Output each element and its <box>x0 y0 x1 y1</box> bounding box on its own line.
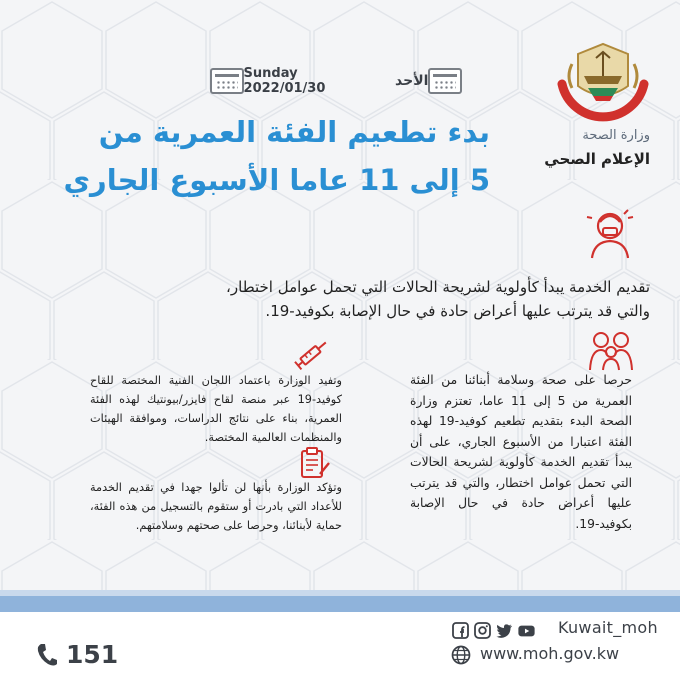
family-icon <box>588 330 634 372</box>
hotline-number[interactable]: 151 <box>66 640 119 669</box>
intro-line-1: تقديم الخدمة يبدأ كأولوية لشريحة الحالات التي تحمل عوامل اختطار، <box>226 278 650 296</box>
intro-line-2: والتي قد يترتب عليها أعراض حادة في حال الإصابة بكوفيد-19. <box>265 302 650 320</box>
ministry-logo-icon <box>548 24 658 134</box>
phone-icon <box>36 643 58 667</box>
sick-person-icon <box>586 208 634 260</box>
ministry-name: وزارة الصحة <box>582 128 650 143</box>
footer-stripe <box>0 596 680 612</box>
calendar-icon <box>428 68 462 94</box>
date-text <box>244 66 429 96</box>
title-line-2: 5 إلى 11 عاما الأسبوع الجاري <box>63 163 490 197</box>
department-name: الإعلام الصحي <box>544 150 650 168</box>
paragraph-commitment: وتؤكد الوزارة بأنها لن تألوا جهدا في تقديم الخدمة للأعداد التي بادرت أو ستقوم بالتسجيل من هذه الفئة، حماية لأبنائنا، وحرصا على صحتهم وسلامتهم. <box>90 481 342 532</box>
hotline <box>36 640 118 669</box>
youtube-icon[interactable] <box>518 622 535 639</box>
intro-text <box>60 275 650 323</box>
paragraph-main: حرصا على صحة وسلامة أبنائنا من الفئة العمرية من 5 إلى 11 عاما، تعتزم وزارة الصحة البدء بتقديم تطعيم كوفيد-19 لهذه الفئة اعتبارا من الأسبوع الجاري، على أن يبدأ تقديم الخدمة كأولوية لشريحة الحالات التي تحمل عوامل اختطار، والتي قد يترتب عليها أعراض حادة في حال الإصابة بكوفيد-19. <box>410 373 632 531</box>
social-icons <box>452 622 535 639</box>
clipboard-icon <box>298 446 332 480</box>
date-arabic: الأحد <box>395 73 429 89</box>
page-title <box>60 108 490 204</box>
calendar-icon <box>210 68 244 94</box>
date-english: Sunday 2022/01/30 <box>243 66 326 96</box>
social-handle[interactable]: Kuwait_moh <box>558 618 658 637</box>
title-line-1: بدء تطعيم الفئة العمرية من <box>98 115 490 149</box>
globe-icon <box>451 645 471 665</box>
date-bar <box>210 66 462 96</box>
twitter-icon[interactable] <box>496 622 513 639</box>
paragraph-approval: وتفيد الوزارة باعتماد اللجان الفنية المختصة للقاح كوفيد-19 عبر منصة لقاح فايزر/بيونتيك لهذه الفئة العمرية، بناء على نتائج الدراسات، وموافقة الهيئات والمنظمات العالمية المختصة. <box>90 374 342 444</box>
syringe-icon <box>292 336 332 372</box>
facebook-icon[interactable] <box>452 622 469 639</box>
website-link[interactable]: www.moh.gov.kw <box>480 644 620 663</box>
instagram-icon[interactable] <box>474 622 491 639</box>
